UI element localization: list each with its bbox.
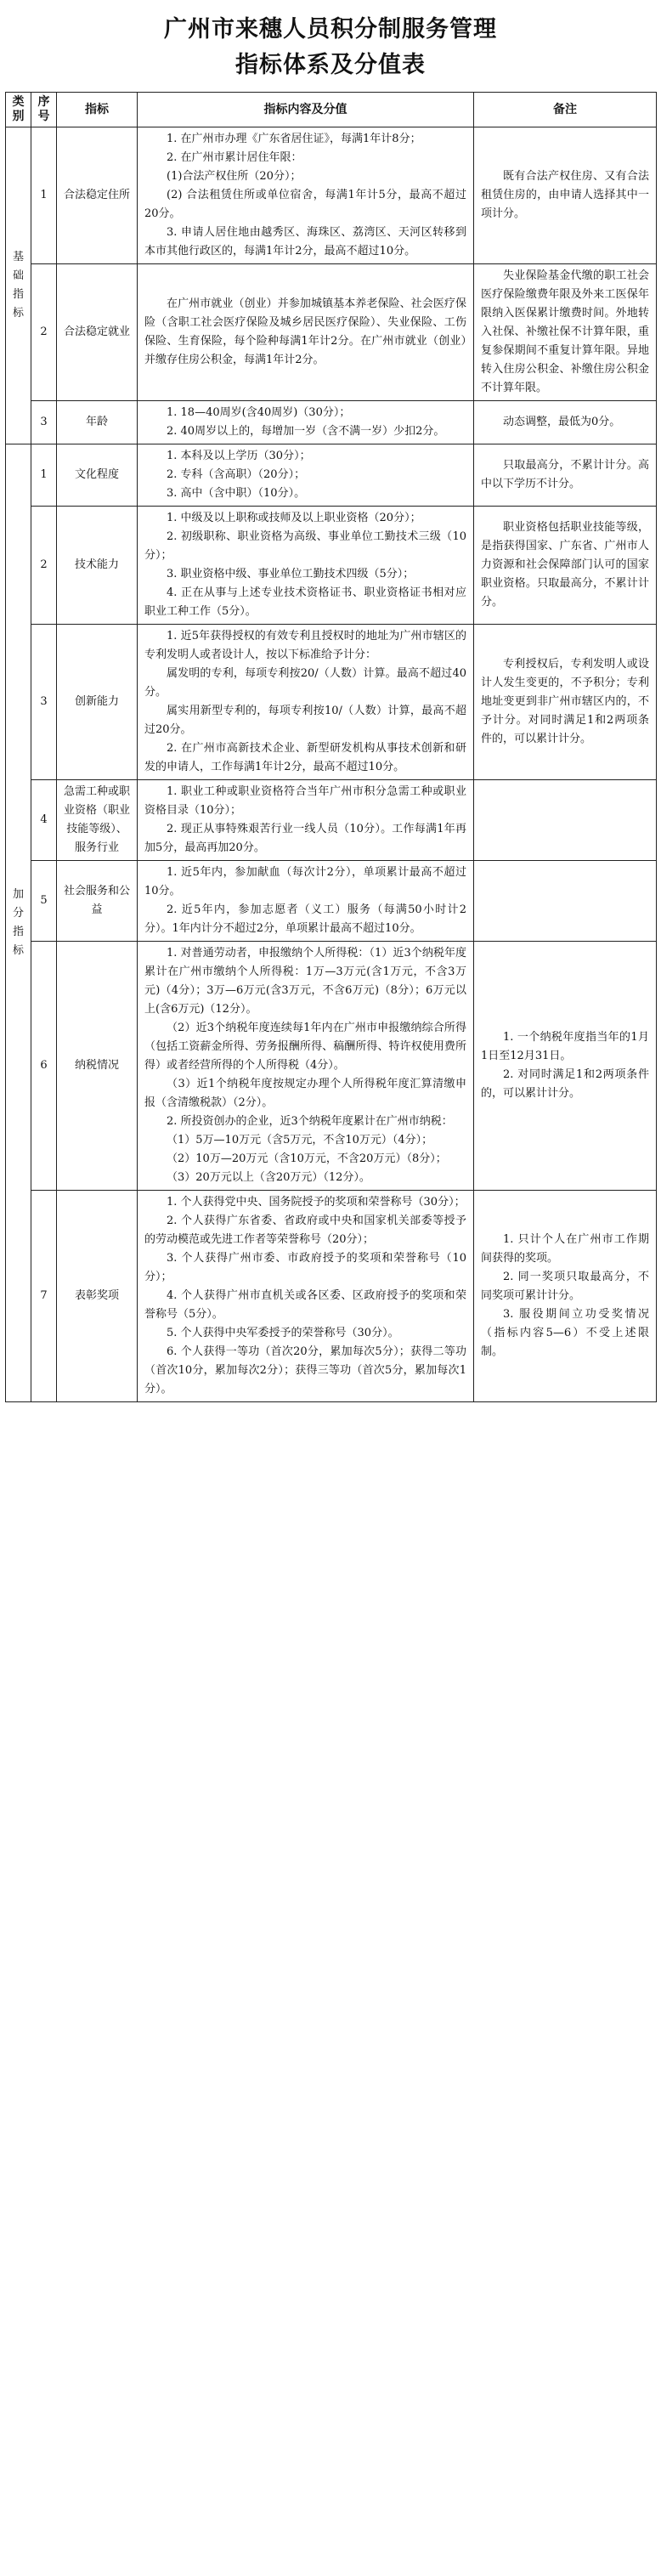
indicator-content — [138, 625, 474, 780]
content-line: 3. 个人获得广州市委、市政府授予的奖项和荣誉称号（10分）； — [144, 1252, 466, 1283]
table-row — [6, 780, 657, 861]
content-line: （3）20万元以上（含20万元）（12分）。 — [167, 1171, 370, 1184]
indicator-name: 技术能力 — [57, 507, 138, 625]
note-line: 既有合法产权住房、又有合法租赁住房的，由申请人选择其中一项计分。 — [481, 170, 649, 220]
note-line: 1. 只计个人在广州市工作期间获得的奖项。 — [481, 1233, 649, 1265]
content-line: 2. 在广州市高新技术企业、新型研发机构从事技术创新和研发的申请人，工作每满1年计2分，最高不超过10分。 — [144, 742, 466, 773]
content-line: 2. 专科（含高职）（20分）； — [167, 468, 306, 481]
content-line: 1. 对普通劳动者，申报缴纳个人所得税：（1）近3个纳税年度累计在广州市缴纳个人所得税：1万—3万元(含1万元，不含3万元)（4分）；3万—6万元(含3万元，不含6万元)（8分）；6万元以上(含6万元)（12分）。 — [144, 947, 466, 1016]
indicator-name: 合法稳定就业 — [57, 264, 138, 401]
content-line: 2. 在广州市累计居住年限： — [167, 151, 302, 164]
row-number: 1 — [31, 444, 57, 507]
content-line: 1. 在广州市办理《广东省居住证》，每满1年计8分； — [167, 133, 421, 145]
content-line: 1. 个人获得党中央、国务院授予的奖项和荣誉称号（30分）； — [167, 1196, 466, 1209]
indicator-content — [138, 780, 474, 861]
row-number: 5 — [31, 861, 57, 942]
indicator-content — [138, 401, 474, 444]
note-line: 3. 服役期间立功受奖情况（指标内容5—6）不受上述限制。 — [481, 1308, 649, 1358]
note-line: 专利授权后，专利发明人或设计人发生变更的，不予积分；专利地址变更到非广州市辖区内的，不予计分。对同时满足1和2两项条件的，可以累计计分。 — [481, 658, 649, 745]
content-line: 1. 职业工种或职业资格符合当年广州市积分急需工种或职业资格目录（10分）； — [144, 785, 466, 817]
table-row — [6, 264, 657, 401]
table-row — [6, 127, 657, 264]
indicator-content — [138, 1191, 474, 1402]
table-row — [6, 625, 657, 780]
table-row — [6, 444, 657, 507]
content-line: 6. 个人获得一等功（首次20分，累加每次5分）；获得二等功（首次10分，累加每次2分）；获得三等功（首次5分，累加每次1分）。 — [144, 1345, 466, 1396]
indicator-content — [138, 942, 474, 1191]
table-row — [6, 861, 657, 942]
content-line: 1. 中级及以上职称或技师及以上职业资格（20分）； — [167, 512, 421, 524]
content-line: 4. 个人获得广州市直机关或各区委、区政府授予的奖项和荣誉称号（5分）。 — [144, 1289, 466, 1321]
table-row — [6, 1191, 657, 1402]
header-note: 备注 — [474, 93, 657, 127]
content-line: (2) 合法租赁住所或单位宿舍，每满1年计5分，最高不超过20分。 — [144, 189, 466, 220]
content-line: 2. 近5年内，参加志愿者（义工）服务（每满50小时计2分）。1年内计分不超过2分，单项累计最高不超过10分。 — [144, 903, 466, 935]
row-number: 2 — [31, 264, 57, 401]
indicator-note — [474, 780, 657, 861]
indicator-content — [138, 264, 474, 401]
category-cell-basic — [6, 127, 31, 444]
header-category: 类别 — [6, 93, 31, 127]
row-number: 2 — [31, 507, 57, 625]
content-line: 3. 职业资格中级、事业单位工勤技术四级（5分）； — [167, 568, 415, 580]
content-line: (1)合法产权住所（20分）； — [167, 170, 302, 183]
content-line: 2. 所投资创办的企业，近3个纳税年度累计在广州市纳税： — [167, 1115, 453, 1128]
category-label: 加分指标 — [12, 888, 24, 957]
row-number: 1 — [31, 127, 57, 264]
note-line: 2. 对同时满足1和2两项条件的，可以累计计分。 — [481, 1068, 649, 1100]
indicator-content — [138, 127, 474, 264]
indicator-note — [474, 264, 657, 401]
indicator-note — [474, 1191, 657, 1402]
content-line: 1. 本科及以上学历（30分）； — [167, 450, 311, 462]
content-line: （2）10万—20万元（含10万元，不含20万元）（8分）； — [167, 1152, 447, 1165]
content-line: 4. 正在从事与上述专业技术资格证书、职业资格证书相对应职业工种工作（5分）。 — [144, 586, 466, 618]
indicator-note — [474, 507, 657, 625]
indicator-content — [138, 444, 474, 507]
content-line: 1. 近5年获得授权的有效专利且授权时的地址为广州市辖区的专利发明人或者设计人，按以下标准给予计分： — [144, 630, 466, 661]
table-row — [6, 401, 657, 444]
indicator-note — [474, 444, 657, 507]
content-line: 属实用新型专利的，每项专利按10/（人数）计算，最高不超过20分。 — [144, 705, 466, 736]
content-line: 2. 初级职称、职业资格为高级、事业单位工勤技术三级（10分）； — [144, 530, 466, 562]
indicator-content — [138, 861, 474, 942]
content-line: 2. 现正从事特殊艰苦行业一线人员（10分）。工作每满1年再加5分，最高再加20分。 — [144, 823, 466, 854]
indicator-note — [474, 942, 657, 1191]
indicator-table — [5, 92, 657, 1402]
table-header-row — [6, 93, 657, 127]
indicator-note — [474, 401, 657, 444]
indicator-name: 表彰奖项 — [57, 1191, 138, 1402]
indicator-name: 急需工种或职业资格（职业技能等级）、服务行业 — [57, 780, 138, 861]
indicator-note — [474, 861, 657, 942]
indicator-name: 社会服务和公益 — [57, 861, 138, 942]
row-number: 6 — [31, 942, 57, 1191]
content-line: 2. 40周岁以上的，每增加一岁（含不满一岁）少扣2分。 — [167, 425, 445, 438]
content-line: （3）近1个纳税年度按规定办理个人所得税年度汇算清缴申报（含清缴税款）（2分）。 — [144, 1078, 466, 1109]
header-indicator: 指标 — [57, 93, 138, 127]
row-number: 4 — [31, 780, 57, 861]
title-line-2: 指标体系及分值表 — [235, 52, 426, 78]
table-row — [6, 942, 657, 1191]
content-line: 2. 个人获得广东省委、省政府或中央和国家机关部委等授予的劳动模范或先进工作者等荣誉称号（20分）； — [144, 1214, 466, 1246]
content-line: 5. 个人获得中央军委授予的荣誉称号（30分）。 — [167, 1327, 399, 1339]
indicator-name: 年龄 — [57, 401, 138, 444]
indicator-content — [138, 507, 474, 625]
note-line: 1. 一个纳税年度指当年的1月1日至12月31日。 — [481, 1031, 649, 1062]
indicator-name: 合法稳定住所 — [57, 127, 138, 264]
note-line: 只取最高分，不累计计分。高中以下学历不计分。 — [481, 459, 649, 490]
content-line: 1. 近5年内，参加献血（每次计2分），单项累计最高不超过10分。 — [144, 866, 466, 897]
content-line: 属发明的专利，每项专利按20/（人数）计算。最高不超过40分。 — [144, 667, 466, 699]
content-line: 3. 申请人居住地由越秀区、海珠区、荔湾区、天河区转移到本市其他行政区的，每满1年计2分，最高不超过10分。 — [144, 226, 466, 258]
table-row — [6, 507, 657, 625]
content-line: 1. 18—40周岁(含40周岁)（30分）； — [167, 406, 351, 419]
header-content: 指标内容及分值 — [138, 93, 474, 127]
indicator-name: 创新能力 — [57, 625, 138, 780]
indicator-name: 文化程度 — [57, 444, 138, 507]
content-line: 在广州市就业（创业）并参加城镇基本养老保险、社会医疗保险（含职工社会医疗保险及城乡居民医疗保险）、失业保险、工伤保险、生育保险，每个险种每满1年计2分。在广州市就业（创业）并缴存住房公积金，每满1年计2分。 — [144, 297, 466, 366]
indicator-note — [474, 625, 657, 780]
note-line: 动态调整，最低为0分。 — [503, 416, 621, 428]
note-line: 2. 同一奖项只取最高分，不同奖项可累计计分。 — [481, 1271, 649, 1302]
category-label: 基础指标 — [12, 251, 24, 320]
note-line: 职业资格包括职业技能等级，是指获得国家、广东省、广州市人力资源和社会保障部门认可的国家职业资格。只取最高分，不累计计分。 — [481, 521, 649, 609]
indicator-note — [474, 127, 657, 264]
table-body — [6, 127, 657, 1402]
content-line: 3. 高中（含中职）（10分）。 — [167, 487, 306, 500]
document-title — [5, 12, 656, 83]
category-cell-bonus — [6, 444, 31, 1402]
content-line: （1）5万—10万元（含5万元，不含10万元）（4分）； — [167, 1134, 433, 1146]
content-line: （2）近3个纳税年度连续每1年内在广州市申报缴纳综合所得（包括工资薪金所得、劳务报酬所得、稿酬所得、特许权使用费所得）或者经营所得的个人所得税（4分）。 — [144, 1022, 466, 1072]
note-line: 失业保险基金代缴的职工社会医疗保险缴费年限及外来工医保年限纳入医保累计缴费时间。外地转入社保、补缴社保不计算年限，重复参保期间不重复计算年限。异地转入住房公积金、补缴住房公积金不计算年限。 — [481, 269, 649, 394]
header-number: 序号 — [31, 93, 57, 127]
title-line-1: 广州市来穗人员积分制服务管理 — [164, 16, 497, 42]
row-number: 3 — [31, 625, 57, 780]
indicator-name: 纳税情况 — [57, 942, 138, 1191]
row-number: 7 — [31, 1191, 57, 1402]
row-number: 3 — [31, 401, 57, 444]
